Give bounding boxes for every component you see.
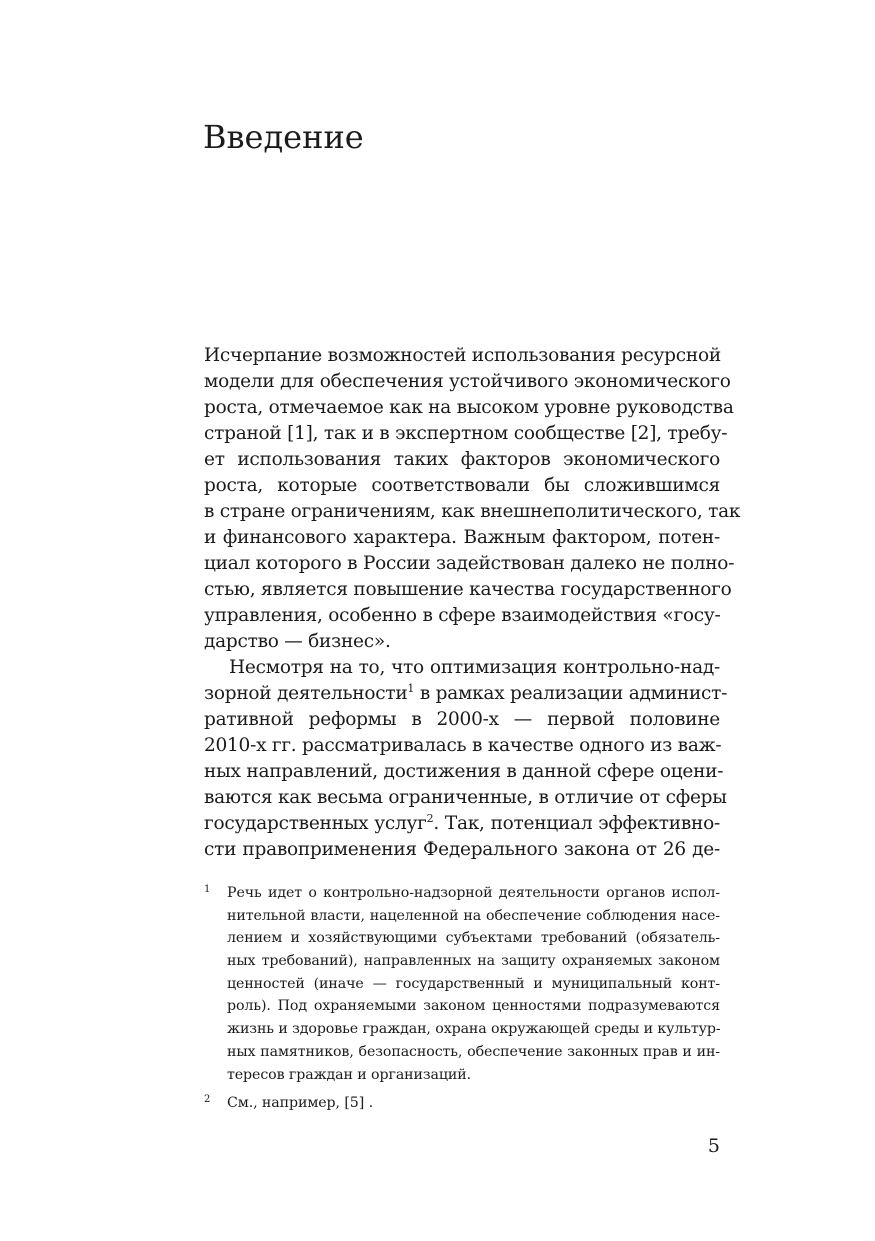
paragraph-line: ных направлений, достижения в данной сфере оцени- bbox=[204, 761, 724, 782]
footnote-line: тересов граждан и организаций. bbox=[227, 1066, 472, 1083]
footnote-text: Речь идет о контрольно-надзорной деятельности органов испол- bbox=[227, 885, 720, 901]
footnote-marker: 2 bbox=[204, 1094, 211, 1106]
footnote-line bbox=[204, 882, 720, 905]
paragraph-text: зорной деятельности bbox=[204, 683, 408, 704]
paragraph-line: в стране ограничениям, как внешнеполитического, так bbox=[204, 501, 741, 522]
page-title: Введение bbox=[203, 118, 364, 156]
body-text bbox=[204, 343, 741, 863]
paragraph-line: страной [1], так и в экспертном сообществе [2], требу- bbox=[204, 423, 728, 444]
footnote-reference: 1 bbox=[407, 681, 415, 695]
footnote-line: лением и хозяйствующими субъектами требований (обязатель- bbox=[227, 930, 720, 947]
footnote-line: ных требований), направленных на защиту охраняемых законом bbox=[227, 953, 720, 970]
paragraph-line: 2010-х гг. рассматривалась в качестве одного из важ- bbox=[204, 735, 722, 756]
paragraph-line: ваются как весьма ограниченные, в отличие от сферы bbox=[204, 787, 727, 808]
paragraph-line: управления, особенно в сфере взаимодействия «госу- bbox=[204, 605, 721, 626]
paragraph-line: дарство — бизнес». bbox=[204, 631, 391, 652]
footnote-line: роль). Под охраняемыми законом ценностями подразумеваются bbox=[227, 998, 720, 1015]
footnote-line: ных памятников, безопасность, обеспечение законных прав и ин- bbox=[227, 1043, 720, 1060]
paragraph-text: государственных услуг bbox=[204, 813, 427, 834]
footnote-text: См., например, [5] . bbox=[227, 1095, 373, 1112]
paragraph-line: ет использования таких факторов экономического bbox=[204, 449, 720, 470]
paragraph-line: модели для обеспечения устойчивого экономического bbox=[204, 371, 731, 392]
paragraph-line bbox=[204, 811, 720, 837]
paragraph-text: в рамках реализации админист- bbox=[419, 683, 728, 704]
paragraph-line: сти правоприменения Федерального закона от 26 де- bbox=[204, 839, 720, 860]
paragraph-line: циал которого в России задействован далеко не полно- bbox=[204, 553, 735, 574]
footnote-marker: 1 bbox=[204, 884, 211, 895]
paragraph-line: ративной реформы в 2000-х — первой половине bbox=[204, 709, 720, 730]
footnote-reference: 2 bbox=[426, 811, 434, 825]
footnote-line: нительной власти, нацеленной на обеспечение соблюдения насе- bbox=[227, 907, 720, 924]
paragraph-line: и финансового характера. Важным фактором, потен- bbox=[204, 527, 720, 548]
paragraph-line: роста, отмечаемое как на высоком уровне руководства bbox=[204, 397, 734, 418]
paragraph-line: Исчерпание возможностей использования ресурсной bbox=[204, 345, 721, 366]
page-number: 5 bbox=[707, 1135, 720, 1157]
footnote-line: жизнь и здоровье граждан, охрана окружающей среды и культур- bbox=[227, 1021, 721, 1038]
footnote-line: ценностей (иначе — государственный и муниципальный конт- bbox=[227, 975, 720, 992]
footnote-line bbox=[204, 1092, 720, 1115]
paragraph-line: стью, является повышение качества государственного bbox=[204, 579, 732, 600]
paragraph-line: роста, которые соответствовали бы сложившимся bbox=[204, 475, 720, 496]
paragraph-line: Несмотря на то, что оптимизация контрольно-над- bbox=[229, 657, 720, 678]
paragraph-line bbox=[204, 681, 728, 707]
footnotes bbox=[204, 882, 720, 1115]
paragraph-text: . Так, потенциал эффективно- bbox=[433, 813, 720, 834]
